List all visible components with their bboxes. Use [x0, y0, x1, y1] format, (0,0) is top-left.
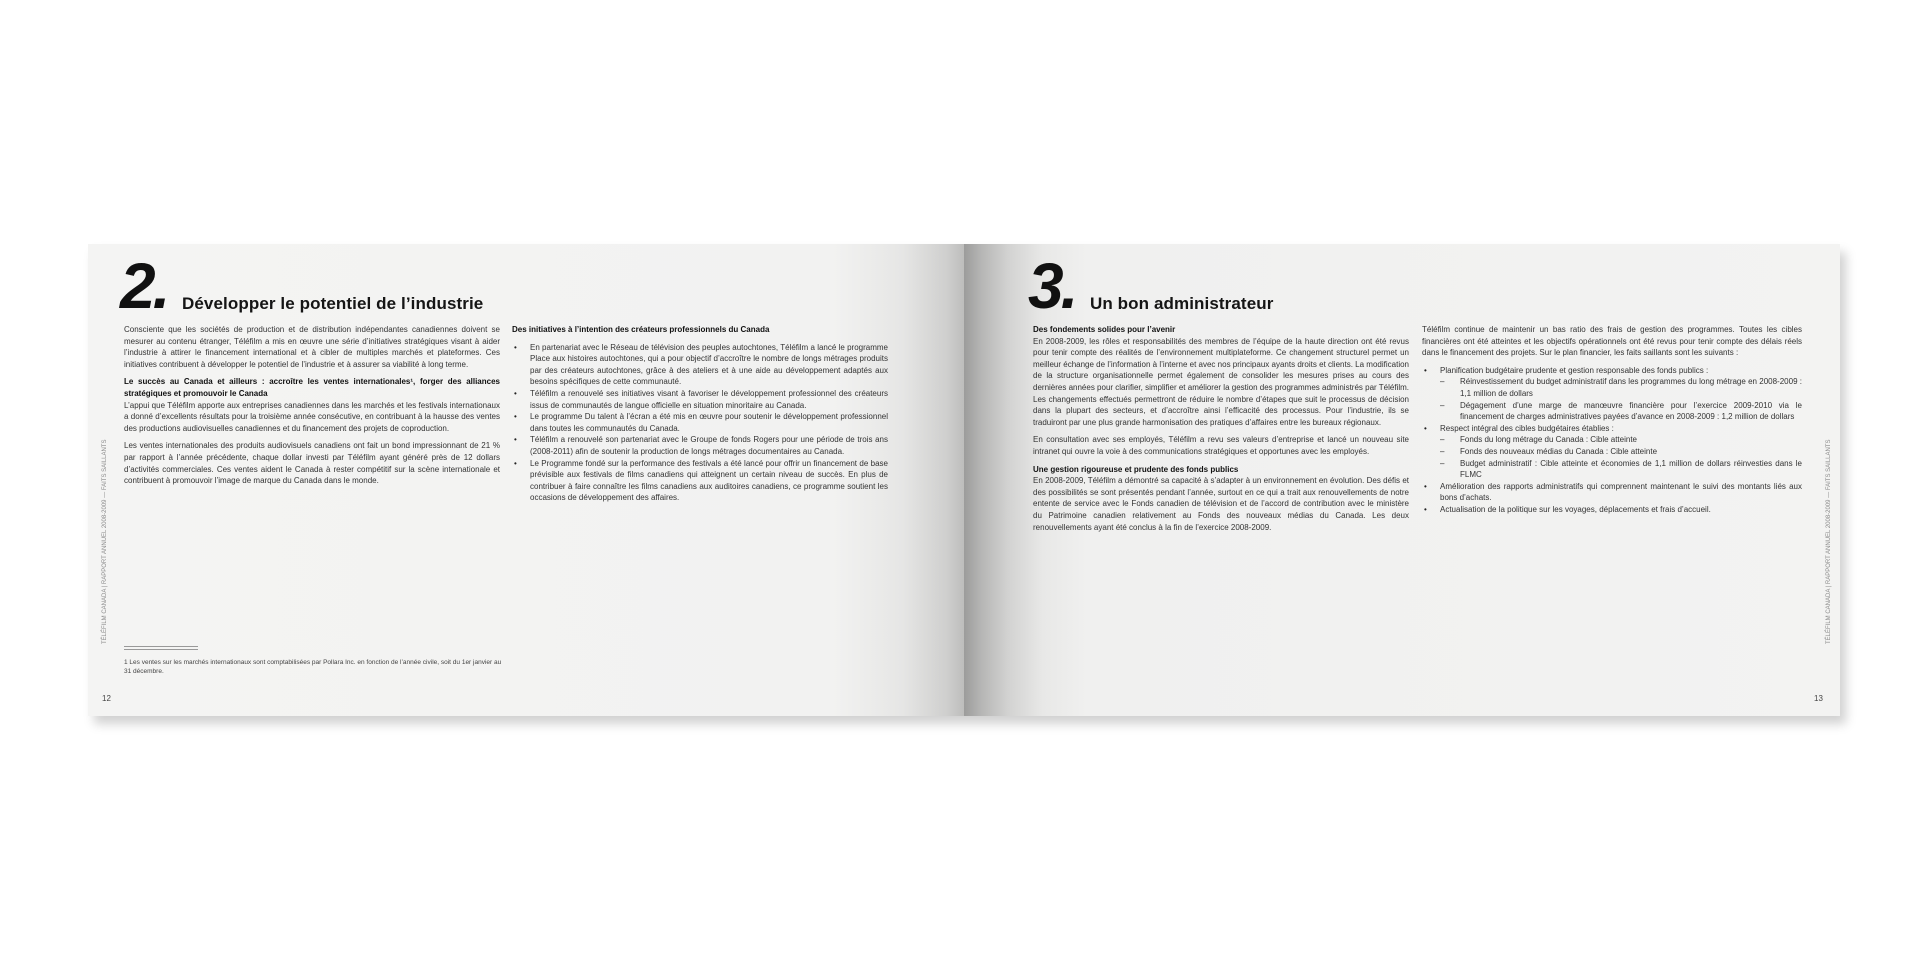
paragraph: L’appui que Téléfilm apporte aux entreprises canadiennes dans les marchés et les festivals internationaux a donné d’excellents résultats pour la troisième année consécutive, en contribuant à la hausse des ventes des productions audiovisuelles canadiennes et du financement des projets de coproduction.	[124, 400, 500, 433]
subheading: Le succès au Canada et ailleurs : accroître les ventes internationales¹, forger des alliances stratégiques et promouvoir le Canada	[124, 377, 500, 398]
right-column-2	[1422, 324, 1802, 516]
list-item: • Téléfilm a renouvelé son partenariat avec le Groupe de fonds Rogers pour une période de trois ans (2008-2011) afin de soutenir la production de longs métrages documentaires au Canada.	[512, 434, 888, 457]
left-column-2	[512, 324, 888, 504]
list-subitem: – Budget administratif : Cible atteinte et économies de 1,1 million de dollars réinvesties dans le FLMC	[1422, 458, 1802, 481]
section-number: 2.	[120, 250, 168, 322]
list-item: • Respect intégral des cibles budgétaires établies :	[1422, 423, 1802, 435]
list-item: • Le Programme fondé sur la performance des festivals a été lancé pour offrir un financement de base prévisible aux festivals de films canadiens qui atteignent un certain niveau de succès. En plus de contribuer à faire connaître les films canadiens aux auditoires canadiens, ce programme soutient les occasions de développement des affaires.	[512, 458, 888, 504]
page-number: 13	[1814, 694, 1823, 703]
financial-list	[1422, 365, 1802, 516]
page-number: 12	[102, 694, 111, 703]
paragraph: En consultation avec ses employés, Téléfilm a revu ses valeurs d’entreprise et lancé un nouveau site intranet qui ouvre la voie à des communications stratégiques et opportunes avec les employés.	[1033, 435, 1409, 456]
paragraph: Téléfilm continue de maintenir un bas ratio des frais de gestion des programmes. Toutes les cibles financières ont été atteintes et les objectifs opérationnels ont été revus pour tenir compte des délais réels dans le financement des projets. Sur le plan financier, les faits saillants sont les suivants :	[1422, 325, 1802, 358]
paragraph: En 2008-2009, les rôles et responsabilités des membres de l’équipe de la haute direction ont été revus pour tenir compte des réalités de l’environnement multiplateforme. Ce changement structurel permet un meilleur échange de l’information à l’interne et avec nos principaux ayants droits et clients. La modification de la structure organisationnelle permet également de consolider les mesures prises au cours des dernières années pour clarifier, simplifier et améliorer la gestion des programmes administrés par Téléfilm. Les changements effectués permettront de réduire le nombre d’étapes que suit le processus de décision dans la plupart des secteurs, et d’accroître ainsi l’efficacité des processus. Pour l’industrie, ils se traduiront par une plus grande harmonisation des pratiques d’affaires entre les bureaux régionaux.	[1033, 336, 1410, 427]
list-item: • Actualisation de la politique sur les voyages, déplacements et frais d’accueil.	[1422, 504, 1802, 516]
list-subitem: – Dégagement d’une marge de manœuvre financière pour l’exercice 2009-2010 via le financement de charges administratives payées d’avance en 2008-2009 : 1,2 million de dollars	[1422, 400, 1802, 423]
left-page	[88, 244, 964, 716]
left-column-1	[124, 324, 500, 493]
footnote: 1 Les ventes sur les marchés internationaux sont comptabilisées par Pollara Inc. en fonction de l’année civile, soit du 1er janvier au 31 décembre.	[124, 659, 502, 675]
bullet-list	[512, 342, 888, 504]
list-subitem: – Réinvestissement du budget administratif dans les programmes du long métrage en 2008-2009 : 1,1 million de dollars	[1422, 376, 1802, 399]
footnote-rule	[124, 646, 198, 647]
subheading: Des initiatives à l’intention des créateurs professionnels du Canada	[512, 325, 770, 334]
paragraph: En 2008-2009, Téléfilm a démontré sa capacité à s’adapter à un environnement en évolution. Des défis et des possibilités se sont présentés pendant l’année, surtout en ce qui a trait aux renouvellements de notre entente de service avec le Fonds canadien de télévision et de l’accord de contribution avec le ministère du Patrimoine canadien relativement au Fonds des nouveaux médias du Canada. Les deux renouvellements ayant été conclus à la fin de l’exercice 2008-2009.	[1033, 476, 1409, 532]
subheading: Des fondements solides pour l’avenir	[1033, 325, 1176, 334]
section-number: 3.	[1028, 250, 1076, 322]
section-title: Développer le potentiel de l’industrie	[182, 294, 484, 313]
list-subitem: – Fonds du long métrage du Canada : Cible atteinte	[1422, 434, 1802, 446]
list-item: • Le programme Du talent à l’écran a été mis en œuvre pour soutenir le développement professionnel dans toutes les communautés du Canada.	[512, 411, 888, 434]
list-subitem: – Fonds des nouveaux médias du Canada : Cible atteinte	[1422, 446, 1802, 458]
running-header: TÉLÉFILM CANADA | RAPPORT ANNUEL 2008-2009 — FAITS SAILLANTS	[1826, 439, 1832, 644]
subheading: Une gestion rigoureuse et prudente des fonds publics	[1033, 464, 1239, 474]
right-column-1	[1033, 324, 1409, 539]
list-item: • Planification budgétaire prudente et gestion responsable des fonds publics :	[1422, 365, 1802, 377]
running-header: TÉLÉFILM CANADA | RAPPORT ANNUEL 2008-2009 — FAITS SAILLANTS	[102, 439, 108, 644]
paragraph: Les ventes internationales des produits audiovisuels canadiens ont fait un bond impressionnant de 21 % par rapport à l’année précédente, chaque dollar investi par Téléfilm ayant généré près de 12 dollars d’activités commerciales. Ces ventes aident le Canada à rester compétitif sur la scène internationale et contribuent à promouvoir l’image de marque du Canada dans le monde.	[124, 441, 500, 486]
list-item: • En partenariat avec le Réseau de télévision des peuples autochtones, Téléfilm a lancé le programme Place aux histoires autochtones, qui a pour objectif d’accroître le nombre de longs métrages produits par des créateurs autochtones, grâce à des ateliers et à une aide au développement adaptés aux besoins spécifiques de cette communauté.	[512, 342, 888, 388]
book-spread	[88, 244, 1840, 716]
footnote-rule	[124, 649, 198, 650]
list-item: • Téléfilm a renouvelé ses initiatives visant à favoriser le développement professionnel des créateurs issus de communautés de langue officielle en situation minoritaire au Canada.	[512, 388, 888, 411]
intro-paragraph: Consciente que les sociétés de production et de distribution indépendantes canadiennes doivent se mesurer au contenu étranger, Téléfilm a mis en œuvre une série d’initiatives stratégiques visant à aider l’industrie à attirer le financement international et à cibler de multiples marchés et plateformes. Ces initiatives contribuent à développer le potentiel de l’industrie et à assurer sa viabilité à long terme.	[124, 325, 500, 369]
section-title: Un bon administrateur	[1090, 294, 1274, 313]
right-page	[964, 244, 1840, 716]
list-item: • Amélioration des rapports administratifs qui comprennent maintenant le suivi des montants liés aux bons d’achats.	[1422, 481, 1802, 504]
